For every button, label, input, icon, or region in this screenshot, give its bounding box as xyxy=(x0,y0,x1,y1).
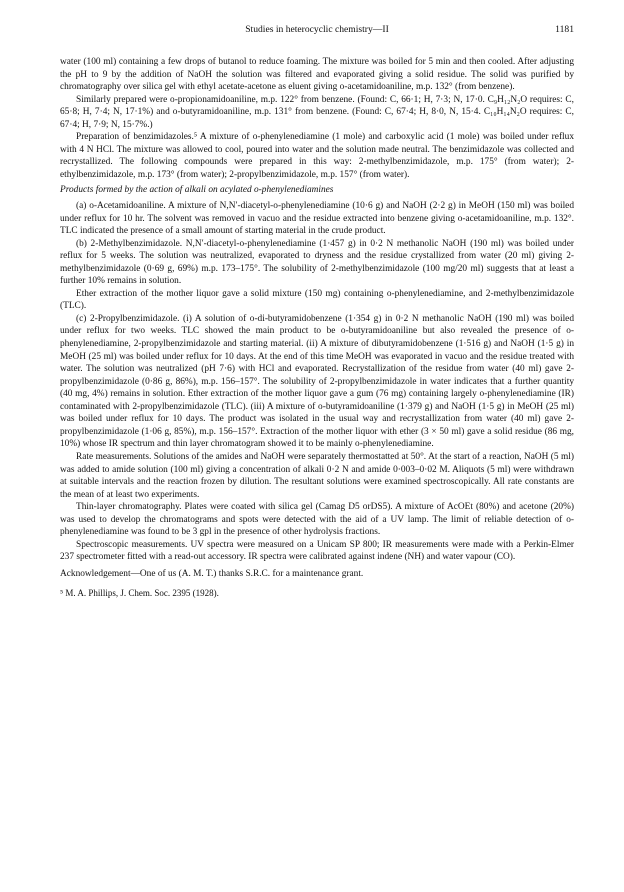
paragraph-rate-measurements: Rate measurements. Solutions of the amides and NaOH were separately thermostatted at 50°. At the start of a reaction, NaOH (5 ml) was added to amide solution (100 ml) giving a concentration of alkali 0·2 N and amide 0·003–0·02 M. Aliquots (5 ml) were withdrawn at suitable intervals and the reaction frozen by dilution. The resultant solutions were examined spectroscopically. All rate constants are the mean of at least two experiments. xyxy=(60,451,574,500)
paragraph-o-acetamidoaniline: (a) o-Acetamidoaniline. A mixture of N,N′-diacetyl-o-phenylenediamine (10·6 g) and NaOH (2·2 g) in MeOH (150 ml) was boiled under reflux for 10 hr. The solvent was removed in vacuo and the residue extracted into benzene giving o-acetamidoaniline, m.p. 132°. TLC indicated the presence of a small amount of starting material in the crude product. xyxy=(60,201,574,237)
paragraph-acetamidoaniline-workup: water (100 ml) containing a few drops of butanol to reduce foaming. The mixture was boiled for 5 min and then cooled. After adjusting the pH to 9 by the addition of NaOH the solution was filtered and evaporated giving a solid residue. The solid was purified by chromatography over silica gel with ethyl acetate-acetone as eluent giving o-acetamidoaniline, m.p. 132° (from benzene). xyxy=(60,57,574,93)
section-heading: Products formed by the action of alkali on acylated o-phenylenediamines xyxy=(60,185,334,196)
running-title: Studies in heterocyclic chemistry—II xyxy=(245,24,389,35)
paragraph-ether-extraction: Ether extraction of the mother liquor gave a solid mixture (150 mg) containing o-phenylenediamine, and 2-methylbenzimidazole (TLC). xyxy=(60,288,574,312)
paper-page xyxy=(60,24,574,599)
paragraph-thin-layer-chromatography: Thin-layer chromatography. Plates were coated with silica gel (Camag D5 orDS5). A mixture of AcOEt (80%) and acetone (20%) was used to develop the chromatograms and spots were detected with the aid of a UV lamp. The limit of reliable detection of o-phenylenediamine was found to be 3 gpl in the presence of other hydrolysis fractions. xyxy=(60,502,574,538)
paragraph-spectroscopic-measurements: Spectroscopic measurements. UV spectra were measured on a Unicam SP 800; IR measurements were made with a Perkin-Elmer 237 spectrometer fitted with a read-out accessory. IR spectra were calibrated against indene (NH) and water vapour (CO). xyxy=(60,539,574,563)
paragraph-2-propylbenzimidazole: (c) 2-Propylbenzimidazole. (i) A solution of o-di-butyramidobenzene (1·354 g) in 0·2 N methanolic NaOH (190 ml) was boiled under reflux for two weeks. TLC showed the main product to be o-butyramidoaniline but also revealed the presence of o-phenylenediamine, 2-propylbenzimidazole and starting material. (ii) A mixture of dibutyramidobenzene (1·516 g) and NaOH (1·5 g) in MeOH (25 ml) was boiled under reflux for 10 days. At the end of this time MeOH was evaporated in vacuo and the residue treated with water. The solution was neutralized (pH 7·6) with HCl and evaporated. Recrystallization of the residue from water (40 ml) gave 2-propylbenzimidazole (0·86 g, 86%), m.p. 156–157°. The solubility of 2-propylbenzimidazole in water indicates that a further quantity (40 mg, 4%) remains in solution. Ether extraction of the mother liquor gave a gum (76 mg) containing largely o-phenylenediamine (IR) contaminated with 2-propylbenzimidazole (TLC). (iii) A mixture of o-butyramidoaniline (1·379 g) and NaOH (1·5 g) in MeOH (25 ml) was boiled under reflux for 10 days. The product was isolated in the usual way and recrystallization from water (40 ml) gave 2-propylbenzimidazole (1·06 g, 85%), m.p. 156–157°. Extraction of the mother liquor with ether (3 × 50 ml) gave a solid residue (86 mg, 10%) whose IR spectrum and thin layer chromatogram showed it to be mainly o-phenylenediamine. xyxy=(60,313,574,450)
footnote-divider xyxy=(60,582,574,583)
acknowledgement: Acknowledgement—One of us (A. M. T.) thanks S.R.C. for a maintenance grant. xyxy=(60,568,364,579)
running-header xyxy=(60,24,574,42)
footnote-reference: ⁵ M. A. Phillips, J. Chem. Soc. 2395 (1928). xyxy=(60,588,219,599)
paragraph-2-methylbenzimidazole: (b) 2-Methylbenzimidazole. N,N′-diacetyl-o-phenylenediamine (1·457 g) in 0·2 N methanolic NaOH (190 ml) was boiled under reflux for 5 weeks. The solution was neutralized, evaporated to dryness and the residue crystallized from water (20 ml) giving 2-methylbenzimidazole (0·69 g, 69%) m.p. 173–175°. The solubility of 2-methylbenzimidazole (100 mg/20 ml) suggests that at least a further 10% remains in solution. xyxy=(60,238,574,287)
paragraph-similar-preparations: Similarly prepared were o-propionamidoaniline, m.p. 122° from benzene. (Found: C, 66·1; H, 7·3; N, 17·0. C₉H₁₂N₂O requires: C, 65·8; H, 7·4; N, 17·1%) and o-butyramidoaniline, m.p. 131° from benzene. (Found: C, 67·4; H, 8·0, N, 15·4. C₁₀H₁₄N₂O requires: C, 67·4; H, 7·9; N, 15·7%.) xyxy=(60,94,574,130)
page-number: 1181 xyxy=(555,24,574,35)
paragraph-benzimidazole-preparation: Preparation of benzimidazoles.⁵ A mixture of o-phenylenediamine (1 mole) and carboxylic acid (1 mole) was boiled under reflux with 4 N HCl. The mixture was allowed to cool, poured into water and the solution made neutral. The benzimidazole was collected and recrystallized. The following compounds were prepared in this way: 2-methylbenzimidazole, m.p. 175° (from water); 2-ethylbenzimidazole, m.p. 173° (from water); 2-propylbenzimidazole, m.p. 157° (from water). xyxy=(60,132,574,180)
